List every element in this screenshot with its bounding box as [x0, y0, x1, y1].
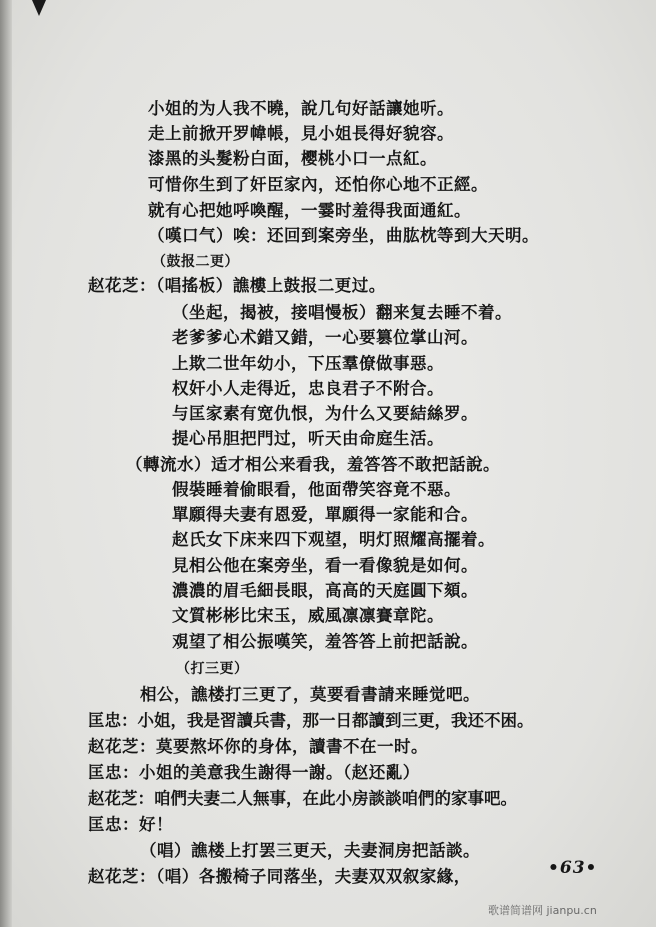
text-line-26: 赵花芝：莫要熬坏你的身体，讀書不在一时。: [88, 737, 428, 756]
text-line-29: 匡忠：好！: [88, 815, 173, 834]
text-line-30: （唱）譙楼上打罢三更天，夫妻洞房把話談。: [140, 841, 480, 860]
text-line-22: 覌望了相公振嘆笑，羞答答上前把話說。: [172, 632, 478, 651]
text-line-5: 就有心把她呼喚醒，一霎时羞得我面通紅。: [148, 201, 471, 220]
book-spine-shadow: [0, 0, 12, 927]
stage-direction-second-watch: （鼓报二更）: [152, 254, 239, 270]
corner-mark-icon: [28, 0, 50, 22]
text-line-2: 走上前掀开罗幃帳，見小姐長得好貌容。: [148, 124, 454, 143]
text-line-9: （坐起，揭被，接唱慢板）翻来复去睡不着。: [172, 303, 512, 322]
text-line-24: 相公，譙楼打三更了，莫要看書請来睡觉吧。: [140, 685, 480, 704]
text-line-15: （轉流水）适才相公来看我，羞答答不敢把話說。: [126, 455, 500, 474]
text-line-21: 文質彬彬比宋玉，威風凛凛賽章陀。: [172, 606, 444, 625]
text-line-31: 赵花芝：（唱）各搬椅子同落坐，夫妻双双叙家緣，: [88, 867, 471, 886]
page-number: •63•: [548, 858, 598, 878]
text-line-13: 与匡家素有宽仇恨，为什么又要結絲罗。: [172, 404, 478, 423]
text-line-16: 假裝睡着偷眼看，他面帶笑容竟不惡。: [172, 480, 461, 499]
text-line-4: 可惜你生到了奸臣家內，还怕你心地不正經。: [148, 175, 488, 194]
text-line-8: 赵花芝：（唱搖板）譙樓上鼓报二更过。: [88, 276, 386, 295]
text-line-25: 匡忠：小姐，我是習讀兵書，那一日都讀到三更，我还不困。: [88, 711, 534, 730]
text-line-12: 权奸小人走得近，忠良君子不附合。: [172, 379, 444, 398]
text-line-18: 赵氏女下床来四下观望，明灯照耀高擺着。: [172, 530, 495, 549]
text-line-17: 單願得夫妻有恩爱，單願得一家能和合。: [172, 505, 478, 524]
stage-direction-third-watch: （打三更）: [176, 661, 249, 677]
text-line-10: 老爹爹心术錯又錯，一心要篡位掌山河。: [172, 328, 478, 347]
text-line-20: 濃濃的眉毛細長眼，高高的天庭圓下頦。: [172, 581, 478, 600]
text-line-6: （嘆口气）唉：还回到案旁坐，曲肱枕等到大天明。: [148, 226, 539, 245]
text-line-11: 上欺二世年幼小，下压羣僚做事惡。: [172, 354, 444, 373]
text-line-1: 小姐的为人我不曉，說几句好話讓她听。: [148, 99, 454, 118]
site-watermark: 歌谱简谱网 jianpu.cn: [488, 904, 597, 917]
text-line-3: 漆黑的头髮粉白面，樱桃小口一点紅。: [148, 149, 437, 168]
text-line-27: 匡忠：小姐的美意我生謝得一謝。（赵还亂）: [88, 763, 420, 782]
text-line-14: 提心吊胆把門过，听天由命庭生活。: [172, 429, 444, 448]
text-line-19: 見相公他在案旁坐，看一看像貌是如何。: [172, 556, 478, 575]
text-line-28: 赵花芝：咱們夫妻二人無事，在此小房談談咱們的家事吧。: [88, 789, 517, 808]
